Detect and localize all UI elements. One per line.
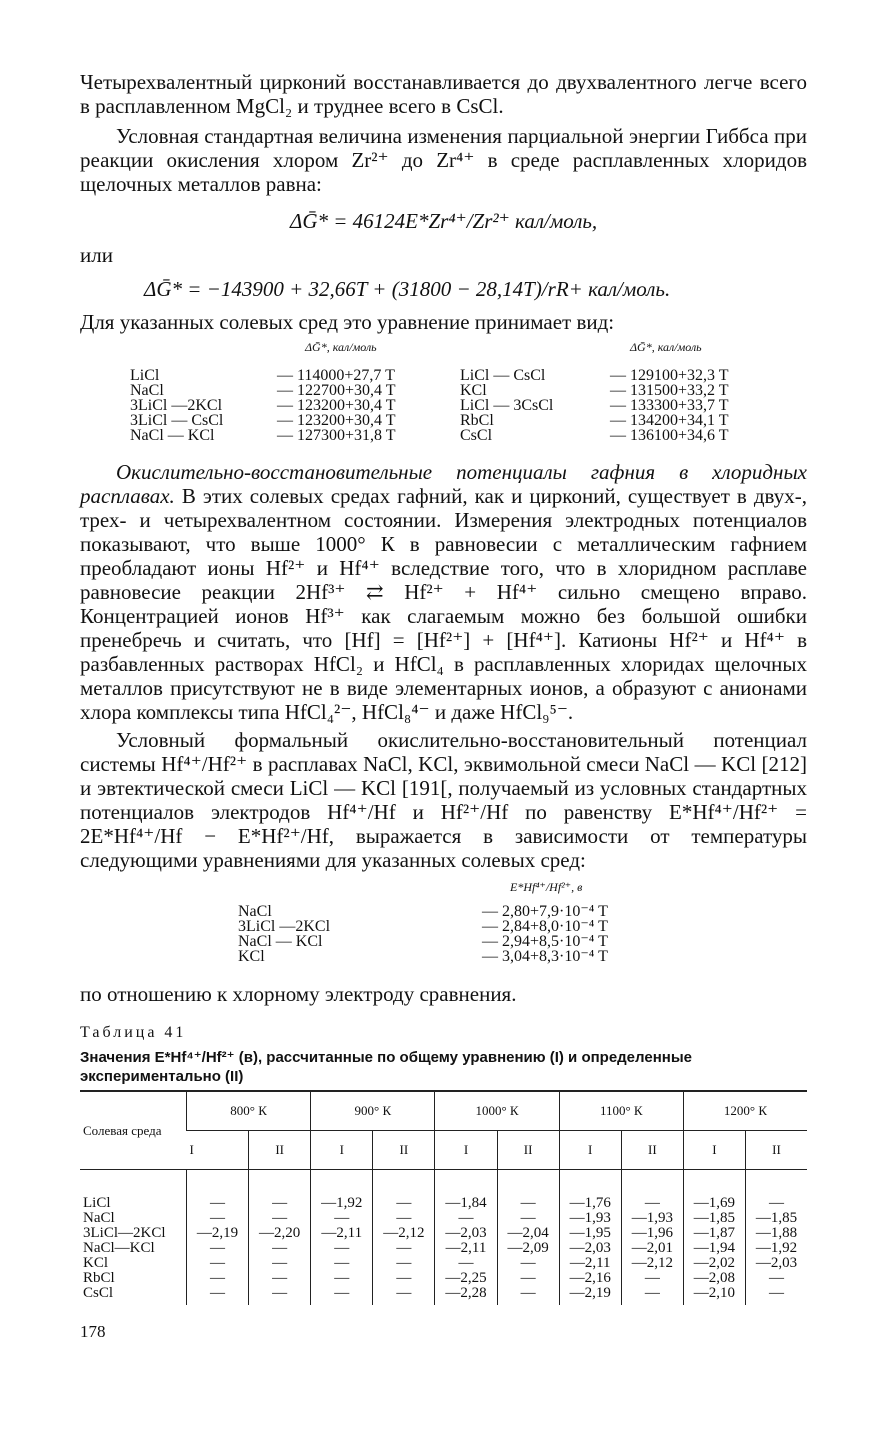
potential-salt-table xyxy=(80,872,807,982)
value-cell: —2,19 xyxy=(569,1285,611,1301)
value-cell: — xyxy=(210,1255,226,1271)
value-cell: —1,87 xyxy=(693,1225,736,1241)
gibbs-right-value: — 131500+33,2 T xyxy=(610,382,729,399)
value-cell: —1,85 xyxy=(755,1210,798,1226)
gibbs-right-salt: LiCl — CsCl xyxy=(460,367,546,384)
equation-gibbs-1: ΔḠ* = 46124E*Zr⁴⁺/Zr²⁺ кал/моль, xyxy=(290,209,598,233)
value-cell: —2,09 xyxy=(507,1240,549,1256)
value-cell: —2,19 xyxy=(196,1225,239,1241)
value-cell: — xyxy=(272,1270,288,1286)
salt-name-cell: KCl xyxy=(83,1255,109,1271)
value-column xyxy=(621,1170,683,1306)
paragraph-zr-reduction: Четырехвалентный цирконий восстанавливается до двухвалентного легче всего в расплавленном MgCl₂ и труднее всего в CsCl. xyxy=(80,70,807,118)
salt-name-cell: 3LiCl—2KCl xyxy=(83,1225,166,1241)
gibbs-left-salt: 3LiCl —2KCl xyxy=(130,397,223,414)
value-cell: —1,69 xyxy=(693,1195,736,1211)
sub-header-calculated: I xyxy=(435,1131,497,1170)
value-cell: —2,11 xyxy=(445,1240,487,1256)
value-cell: — xyxy=(396,1270,412,1286)
value-cell: —1,92 xyxy=(321,1195,363,1211)
salt-name-cell: NaCl xyxy=(83,1210,115,1226)
value-cell: —1,94 xyxy=(693,1240,736,1256)
temp-header: 800° К xyxy=(187,1091,311,1131)
value-cell: —1,76 xyxy=(569,1195,611,1211)
value-cell: — xyxy=(210,1210,226,1226)
value-cell: — xyxy=(768,1285,784,1301)
temp-header: 1200° К xyxy=(683,1091,807,1131)
value-cell: — xyxy=(272,1210,288,1226)
sub-header-calculated: I xyxy=(683,1131,745,1170)
value-cell: —2,11 xyxy=(569,1255,611,1271)
value-cell: — xyxy=(396,1255,412,1271)
sub-header-calculated: I xyxy=(187,1131,249,1170)
value-cell: —2,08 xyxy=(693,1270,736,1286)
value-column xyxy=(745,1170,807,1306)
value-cell: — xyxy=(768,1270,784,1286)
gibbs-right-value: — 136100+34,6 T xyxy=(610,427,729,444)
sub-header-experimental: II xyxy=(621,1131,683,1170)
value-cell: —1,92 xyxy=(755,1240,798,1256)
gibbs-right-value: — 133300+33,7 T xyxy=(610,397,729,414)
sub-header-experimental: II xyxy=(745,1131,807,1170)
value-cell: —1,85 xyxy=(693,1210,736,1226)
potential-value: — 2,84+8,0·10⁻⁴ T xyxy=(482,918,608,935)
salt-name-cell: LiCl xyxy=(83,1195,111,1211)
value-column xyxy=(311,1170,373,1306)
salt-column-header: Солевая среда xyxy=(80,1091,187,1170)
value-cell: —1,95 xyxy=(569,1225,611,1241)
value-cell: —2,02 xyxy=(693,1255,736,1271)
temp-header: 1000° К xyxy=(435,1091,559,1131)
value-column xyxy=(683,1170,745,1306)
potential-value: — 2,94+8,5·10⁻⁴ T xyxy=(482,933,608,950)
gibbs-right-salt: KCl xyxy=(460,382,487,399)
table-row xyxy=(80,1170,807,1306)
value-cell: — xyxy=(644,1285,660,1301)
paragraph-reference-electrode: по отношению к хлорному электроду сравнения. xyxy=(80,982,517,1006)
salt-name-cell: RbCl xyxy=(83,1270,115,1286)
value-cell: —2,04 xyxy=(507,1225,549,1241)
value-column xyxy=(559,1170,621,1306)
gibbs-header-right: ΔḠ*, кал/моль xyxy=(630,340,702,354)
temp-header: 1100° К xyxy=(559,1091,683,1131)
gibbs-left-salt: 3LiCl — CsCl xyxy=(130,412,224,429)
value-cell: —2,03 xyxy=(445,1225,487,1241)
gibbs-left-value: — 122700+30,4 T xyxy=(277,382,396,399)
gibbs-right-value: — 129100+32,3 T xyxy=(610,367,729,384)
value-cell: — xyxy=(458,1255,474,1271)
sub-header-experimental: II xyxy=(497,1131,559,1170)
value-column xyxy=(373,1170,435,1306)
paragraph-hafnium-heading: Окислительно-восстановительные потенциалы гафния в хлоридных расплавах. xyxy=(80,460,807,508)
value-cell: —1,93 xyxy=(631,1210,673,1226)
value-cell: — xyxy=(334,1210,350,1226)
value-cell: — xyxy=(396,1240,412,1256)
salt-name-cell: NaCl—KCl xyxy=(83,1240,155,1256)
gibbs-left-value: — 123200+30,4 T xyxy=(277,397,396,414)
value-column xyxy=(187,1170,249,1306)
value-cell: — xyxy=(520,1285,536,1301)
value-cell: —2,28 xyxy=(445,1285,487,1301)
value-cell: — xyxy=(396,1285,412,1301)
value-cell: — xyxy=(520,1270,536,1286)
table-41 xyxy=(80,1090,807,1305)
gibbs-right-salt: RbCl xyxy=(460,412,494,429)
value-cell: — xyxy=(334,1255,350,1271)
value-cell: — xyxy=(210,1270,226,1286)
value-cell: —2,12 xyxy=(631,1255,673,1271)
potential-value: — 2,80+7,9·10⁻⁴ T xyxy=(482,903,608,920)
value-column xyxy=(249,1170,311,1306)
potential-header: E*Hf⁴⁺/Hf²⁺, в xyxy=(510,880,583,894)
value-cell: —2,25 xyxy=(445,1270,487,1286)
value-cell: — xyxy=(396,1210,412,1226)
value-cell: —2,20 xyxy=(259,1225,301,1241)
gibbs-left-value: — 114000+27,7 T xyxy=(277,367,395,384)
paragraph-hafnium-potentials xyxy=(80,460,807,724)
value-cell: —2,12 xyxy=(383,1225,425,1241)
value-cell: —2,11 xyxy=(321,1225,363,1241)
gibbs-salt-table xyxy=(80,340,807,460)
table-41-caption: Значения E*Hf⁴⁺/Hf²⁺ (в), рассчитанные по общему уравнению (I) и определенные экспериментально (II) xyxy=(80,1049,692,1085)
value-column xyxy=(435,1170,497,1306)
sub-header-calculated: I xyxy=(311,1131,373,1170)
value-cell: — xyxy=(210,1240,226,1256)
gibbs-right-value: — 134200+34,1 T xyxy=(610,412,729,429)
value-cell: — xyxy=(210,1285,226,1301)
paragraph-formal-potential: Условный формальный окислительно-восстановительный потенциал системы Hf⁴⁺/Hf²⁺ в расплавах NaCl, KCl, эквимольной смеси NaCl — KCl [212] и эвтектической смеси LiCl — KCl [191[, получаемый из условных стандартных потенциалов электродов Hf⁴⁺/Hf и Hf²⁺/Hf по равенству E*Hf⁴⁺/Hf²⁺ = 2E*Hf⁴⁺/Hf − E*Hf²⁺/Hf, выражается в зависимости от температуры следующими уравнениями для указанных солевых сред: xyxy=(80,728,807,872)
page-number: 178 xyxy=(80,1322,106,1341)
value-cell: —2,16 xyxy=(569,1270,611,1286)
paragraph-gibbs-intro: Условная стандартная величина изменения парциальной энергии Гиббса при реакции окисления хлором Zr²⁺ до Zr⁴⁺ в среде расплавленных хлоридов щелочных металлов равна: xyxy=(80,124,807,196)
value-cell: —2,03 xyxy=(569,1240,611,1256)
gibbs-left-salt: LiCl xyxy=(130,367,160,384)
gibbs-right-salt: LiCl — 3CsCl xyxy=(460,397,554,414)
temp-header: 900° К xyxy=(311,1091,435,1131)
value-cell: —1,96 xyxy=(631,1225,673,1241)
equation-gibbs-2: ΔḠ* = −143900 + 32,66T + (31800 − 28,14T)/rR+ кал/моль. xyxy=(144,277,671,301)
value-column xyxy=(497,1170,559,1306)
value-cell: —2,10 xyxy=(693,1285,736,1301)
table-41-title: Таблица 41 xyxy=(80,1024,187,1041)
salt-column xyxy=(80,1170,187,1306)
word-or: или xyxy=(80,243,113,267)
value-cell: — xyxy=(644,1270,660,1286)
value-cell: — xyxy=(272,1195,288,1211)
value-cell: — xyxy=(458,1210,474,1226)
potential-salt: NaCl xyxy=(238,903,272,920)
value-cell: — xyxy=(768,1195,784,1211)
potential-salt: 3LiCl —2KCl xyxy=(238,918,331,935)
value-cell: — xyxy=(272,1240,288,1256)
gibbs-header-left: ΔḠ*, кал/моль xyxy=(305,340,377,354)
potential-salt: KCl xyxy=(238,948,265,965)
value-cell: — xyxy=(272,1255,288,1271)
potential-value: — 3,04+8,3·10⁻⁴ T xyxy=(482,948,608,965)
value-cell: — xyxy=(520,1255,536,1271)
gibbs-left-value: — 123200+30,4 T xyxy=(277,412,396,429)
value-cell: —2,03 xyxy=(755,1255,798,1271)
value-cell: — xyxy=(334,1240,350,1256)
value-cell: — xyxy=(334,1270,350,1286)
sub-header-experimental: II xyxy=(249,1131,311,1170)
paragraph-salt-media-lead: Для указанных солевых сред это уравнение принимает вид: xyxy=(80,310,615,334)
sub-header-experimental: II xyxy=(373,1131,435,1170)
value-cell: — xyxy=(210,1195,226,1211)
value-cell: —1,84 xyxy=(445,1195,487,1211)
gibbs-left-value: — 127300+31,8 T xyxy=(277,427,396,444)
value-cell: — xyxy=(396,1195,412,1211)
value-cell: — xyxy=(644,1195,660,1211)
gibbs-right-salt: CsCl xyxy=(460,427,493,444)
salt-name-cell: CsCl xyxy=(83,1285,114,1301)
value-cell: — xyxy=(272,1285,288,1301)
gibbs-left-salt: NaCl — KCl xyxy=(130,427,215,444)
value-cell: —1,88 xyxy=(755,1225,798,1241)
value-cell: —1,93 xyxy=(569,1210,611,1226)
sub-header-calculated: I xyxy=(559,1131,621,1170)
value-cell: — xyxy=(520,1210,536,1226)
value-cell: — xyxy=(334,1285,350,1301)
paragraph-hafnium-body: В этих солевых средах гафний, как и цирконий, существует в двух-, трех- и четырехвалентном состоянии. Измерения электродных потенциалов показывают, что выше 1000° К в равновесии с металлическим гафнием преобладают ионы Hf²⁺ и Hf⁴⁺ вследствие того, что в хлоридном расплаве равновесие реакции 2Hf³⁺ ⇄ Hf²⁺ + Hf⁴⁺ сильно смещено вправо. Концентрацией ионов Hf³⁺ как слагаемым можно без большой ошибки пренебречь и считать, что [Hf] = [Hf²⁺] + [Hf⁴⁺]. Катионы Hf²⁺ и Hf⁴⁺ в разбавленных растворах HfCl₂ и HfCl₄ в расплавленных хлоридах щелочных металлов присутствуют не в виде элементарных ионов, а образуют с анионами хлора комплексы типа HfCl₄²⁻, HfCl₈⁴⁻ и даже HfCl₉⁵⁻. xyxy=(80,484,808,724)
gibbs-left-salt: NaCl xyxy=(130,382,164,399)
value-cell: — xyxy=(520,1195,536,1211)
value-cell: —2,01 xyxy=(631,1240,673,1256)
potential-salt: NaCl — KCl xyxy=(238,933,323,950)
